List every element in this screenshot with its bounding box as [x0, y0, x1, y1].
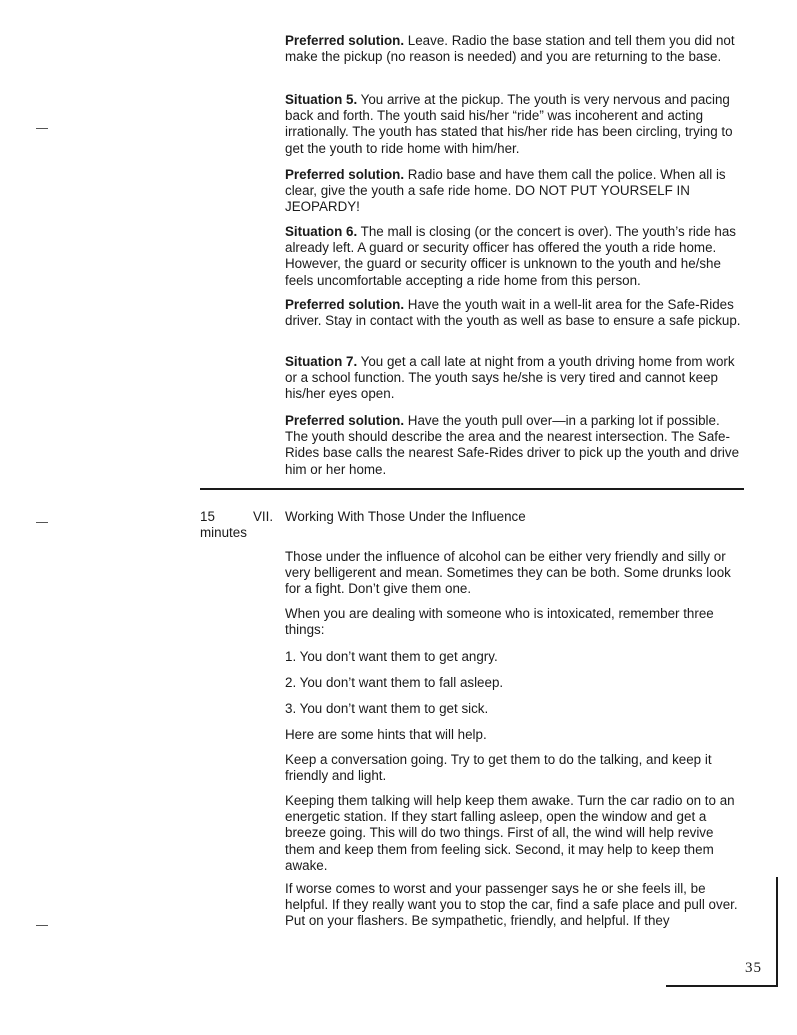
situation-label: Situation 7.: [285, 354, 358, 369]
situation-label: Preferred solution.: [285, 413, 405, 428]
situation-label: Preferred solution.: [285, 297, 405, 312]
list-item: 3. You don’t want them to get sick.: [285, 701, 489, 716]
body-paragraph: Keeping them talking will help keep them awake. Turn the car radio on to an energetic station. If they start falling asleep, open the window and get a breeze going. This will do two things. First of all, the wind will help revive them and keep them from feeling sick. Second, it may help to keep them awake.: [285, 793, 735, 873]
section-numeral: VII.: [253, 509, 274, 524]
situation-label: Preferred solution.: [285, 167, 405, 182]
situation-text: Have the youth pull over—in a parking lot if possible. The youth should describe the area and the nearest intersection. The Safe-Rides base calls the nearest Safe-Rides driver to pick up the youth and drive him or her home.: [285, 413, 740, 477]
binding-mark: [36, 925, 48, 926]
situation-text: You get a call late at night from a youth driving home from work or a school function. The youth says he/she is very tired and cannot keep his/her eyes open.: [285, 354, 735, 402]
situation-paragraph: [285, 413, 745, 478]
situation-paragraph: [285, 224, 745, 289]
section-title: Working With Those Under the Influence: [285, 509, 526, 524]
time-value: 15: [200, 509, 215, 524]
list-item: 1. You don’t want them to get angry.: [285, 649, 498, 664]
situation-label: Preferred solution.: [285, 33, 405, 48]
situation-text: Have the youth wait in a well-lit area for the Safe-Rides driver. Stay in contact with the youth as well as base to ensure a safe pickup.: [285, 297, 741, 329]
situation-text: Radio base and have them call the police. When all is clear, give the youth a safe ride home. DO NOT PUT YOURSELF IN JEOPARDY!: [285, 167, 726, 215]
time-unit: minutes: [200, 525, 247, 540]
situation-label: Situation 6.: [285, 224, 358, 239]
situation-text: Leave. Radio the base station and tell them you did not make the pickup (no reason is needed) and you are returning to the base.: [285, 33, 735, 65]
situation-text: You arrive at the pickup. The youth is very nervous and pacing back and forth. The youth said his/her “ride” was incoherent and acting irrationally. The youth has stated that his/her ride has been circling, trying to get the youth to ride home with him/her.: [285, 92, 733, 156]
body-paragraph: Keep a conversation going. Try to get them to do the talking, and keep it friendly and light.: [285, 752, 712, 784]
situation-paragraph: [285, 33, 745, 65]
situation-label: Situation 5.: [285, 92, 358, 107]
situation-paragraph: [285, 92, 745, 157]
situation-paragraph: [285, 297, 745, 329]
situation-paragraph: [285, 354, 745, 403]
body-paragraph: When you are dealing with someone who is intoxicated, remember three things:: [285, 606, 714, 638]
situation-text: The mall is closing (or the concert is over). The youth’s ride has already left. A guard or security officer has offered the youth a ride home. However, the guard or security officer is unknown to the youth and he/she feels uncomfortable accepting a ride home from this person.: [285, 224, 736, 288]
body-paragraph: Here are some hints that will help.: [285, 727, 487, 742]
page-corner-vertical-rule: [776, 877, 778, 987]
body-paragraph: If worse comes to worst and your passenger says he or she feels ill, be helpful. If they really want you to stop the car, find a safe place and pull over. Put on your flashers. Be sympathetic, friendly, and helpful. If they: [285, 881, 738, 929]
section-divider: [200, 488, 744, 490]
page-corner-horizontal-rule: [666, 985, 778, 987]
body-paragraph: Those under the influence of alcohol can be either very friendly and silly or very belligerent and mean. Sometimes they can be both. Some drunks look for a fight. Don’t give them one.: [285, 549, 731, 597]
binding-mark: [36, 128, 48, 129]
page-number: 35: [745, 960, 762, 976]
list-item: 2. You don’t want them to fall asleep.: [285, 675, 504, 690]
binding-mark: [36, 522, 48, 523]
situation-paragraph: [285, 167, 745, 216]
